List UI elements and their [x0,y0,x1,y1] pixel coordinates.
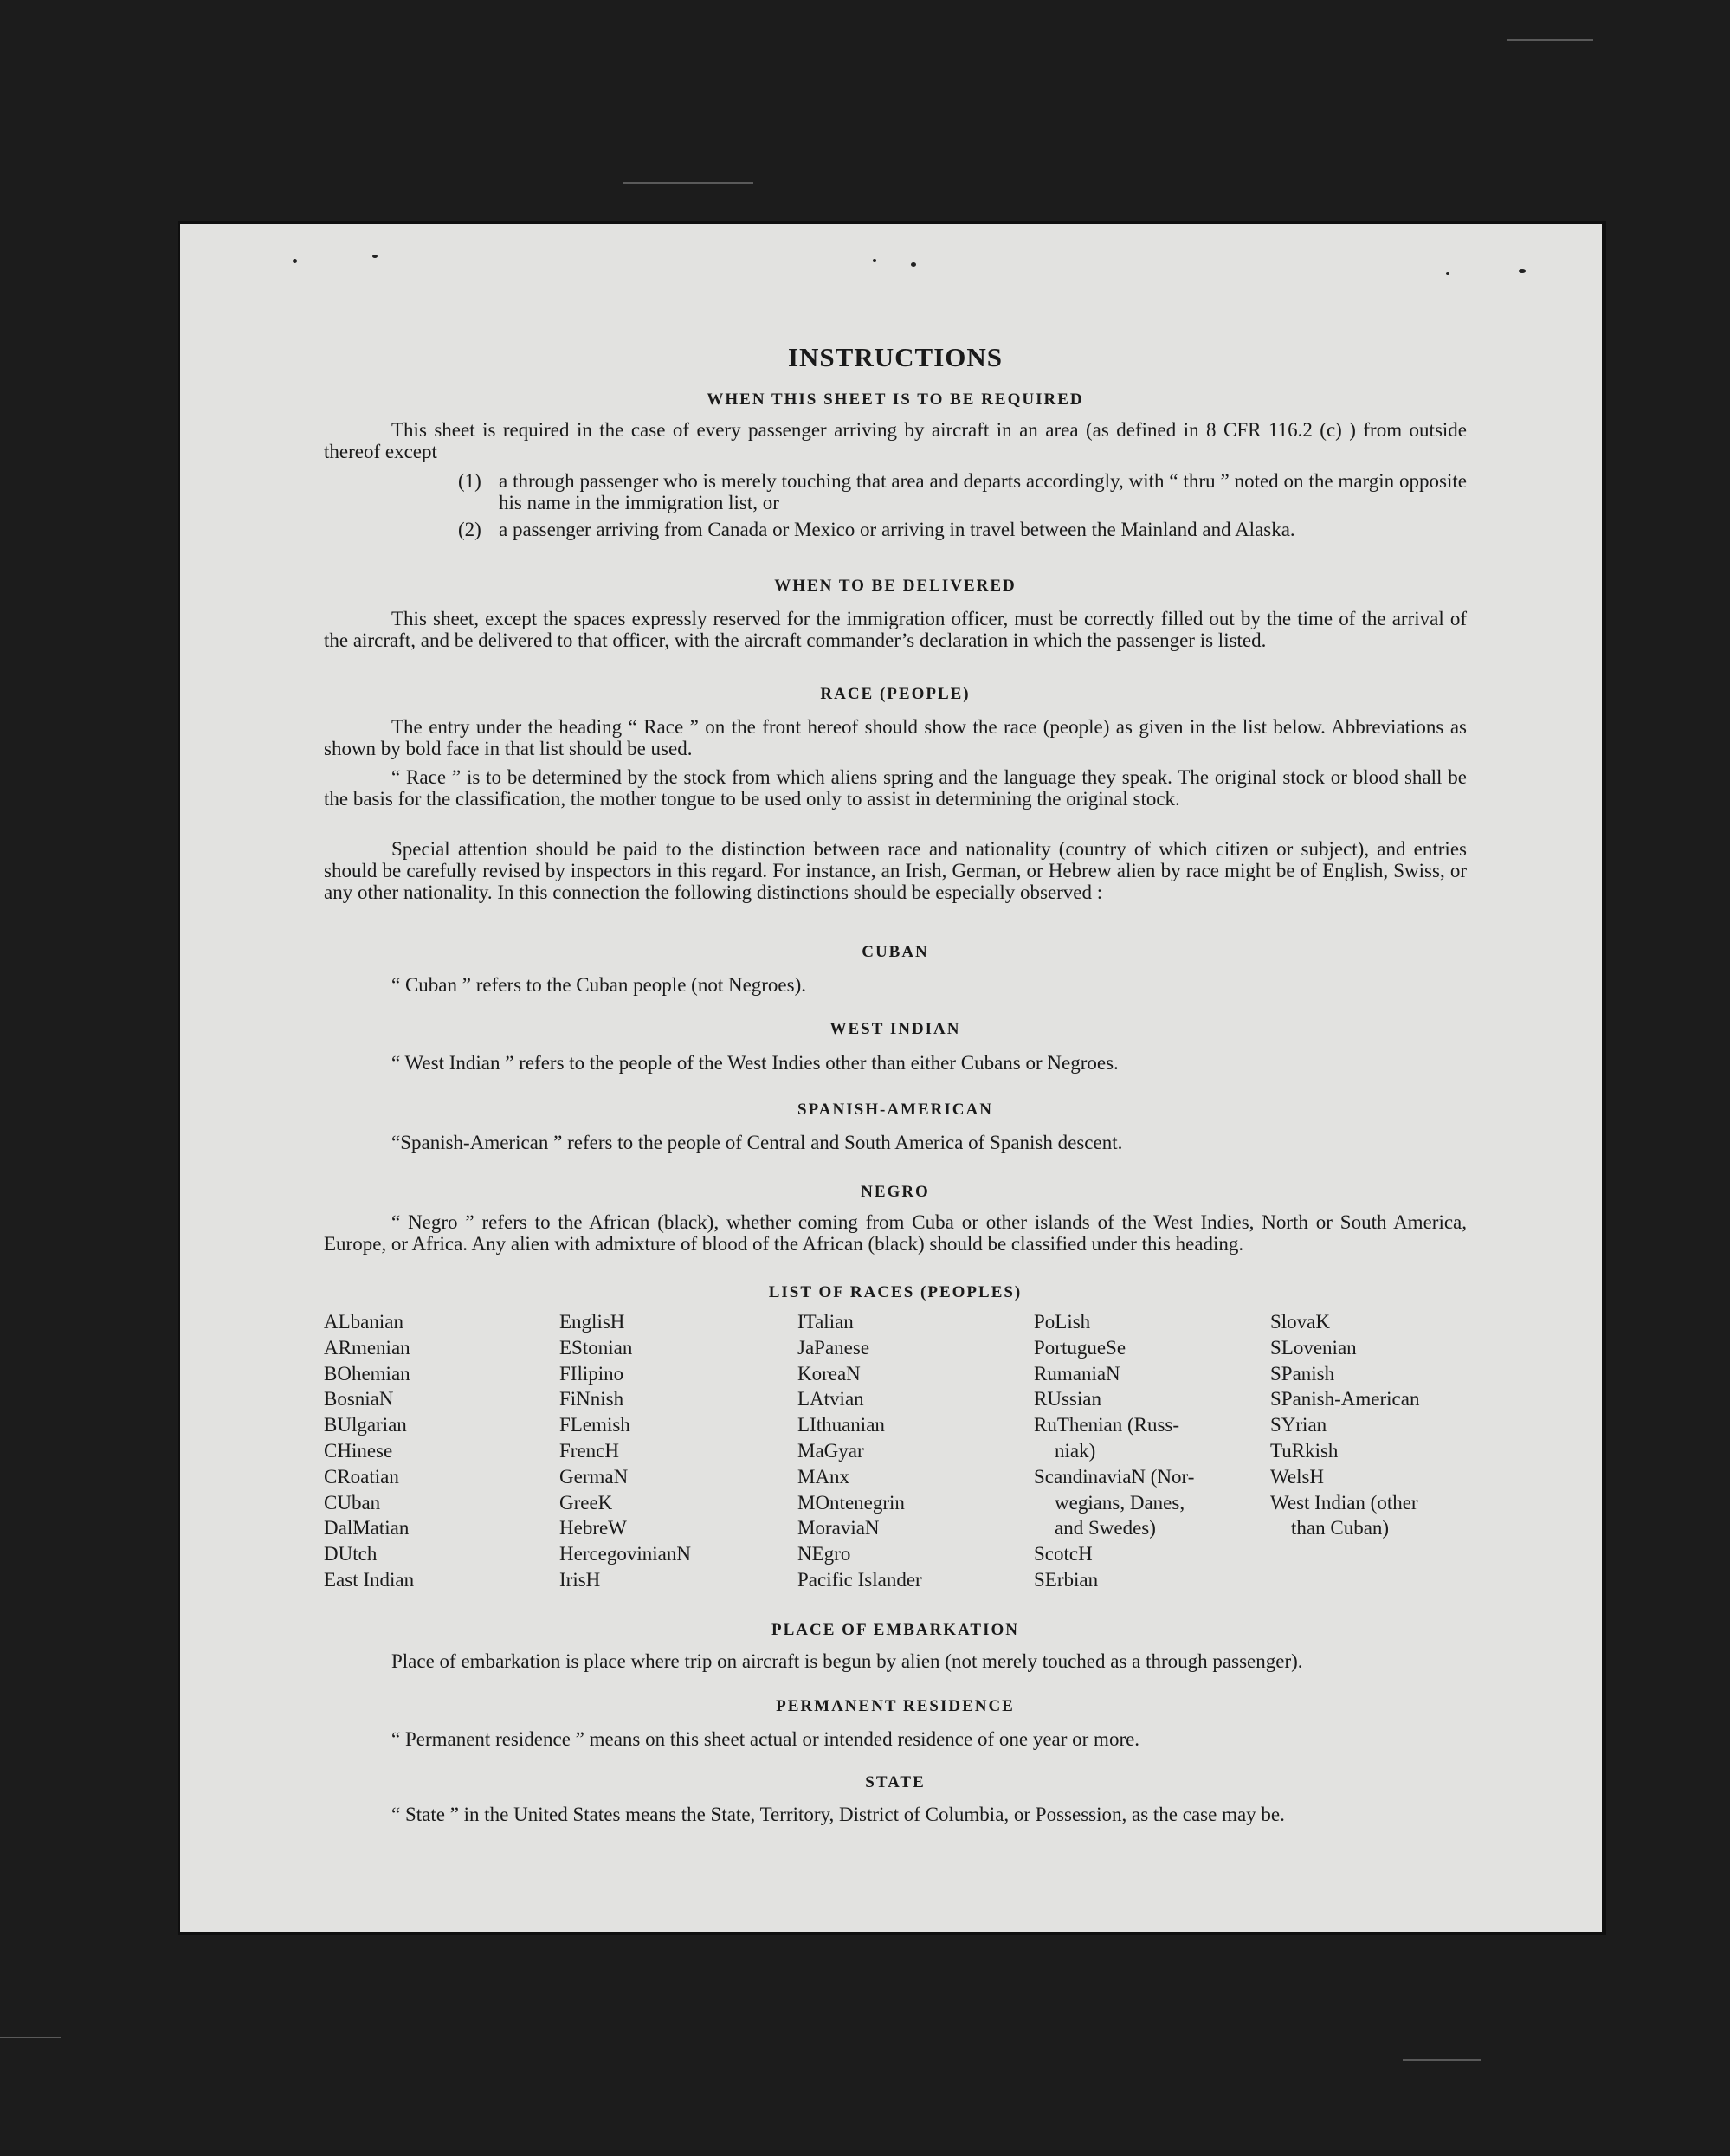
list-item: SErbian [1034,1568,1099,1591]
list-item: EnglisH [559,1311,625,1333]
list-item: GermaN [559,1465,629,1488]
list-item: SYrian [1270,1414,1327,1436]
list-item: East Indian [324,1568,415,1591]
list-item: SLovenian [1270,1336,1357,1359]
list-item: JaPanese [797,1336,870,1359]
races-column-2 [559,1309,793,1593]
races-column-4 [1034,1309,1268,1593]
list-item: MAnx [797,1465,850,1488]
page-title: INSTRUCTIONS [787,342,1003,372]
list-item: DalMatian [324,1517,410,1540]
item-number: (2) [458,519,481,540]
heading-spanish-american: SPANISH-AMERICAN [797,1101,993,1119]
list-item: NEgro [797,1543,851,1565]
dust-speck [1446,272,1449,275]
list-item: and Swedes) [1055,1517,1156,1540]
list-item: ALbanian [324,1311,403,1333]
paragraph-residence: “ Permanent residence ” means on this sheet actual or intended residence of one year or more. [391,1728,1140,1750]
paragraph-spanish-american: “Spanish-American ” refers to the people of Central and South America of Spanish descent. [391,1132,1123,1153]
paragraph-when-delivered: This sheet, except the spaces expressly reserved for the immigration officer, must be correctly filled out by the time of the arrival of the aircraft, and be delivered to that officer, with the aircraft commander’s declaration in which the passenger is listed. [324,608,1467,651]
races-column-1 [324,1309,558,1593]
list-item: SlovaK [1270,1311,1330,1333]
list-item: PoLish [1034,1311,1091,1333]
list-item: LIthuanian [797,1414,885,1436]
list-item: ARmenian [324,1336,410,1359]
heading-state: STATE [865,1773,926,1791]
scan-artifact [0,2037,61,2038]
list-item: CRoatian [324,1465,399,1488]
list-item [458,470,1467,513]
list-item: than Cuban) [1291,1517,1390,1540]
list-item: niak) [1055,1439,1096,1462]
paragraph-race-3: Special attention should be paid to the distinction between race and nationality (country of which citizen or subject), and entries should be carefully revised by inspectors in this regard. For instance, an Irish, German, or Hebrew alien by race might be of English, Swiss, or any other nationality. In this connection the following distinctions should be especially observed : [324,838,1467,903]
list-item: GreeK [559,1491,613,1514]
heading-negro: NEGRO [861,1183,930,1201]
list-item: CUban [324,1491,381,1514]
dust-speck [293,259,297,263]
item-text: a passenger arriving from Canada or Mexico or arriving in travel between the Mainland and Alaska. [499,519,1295,540]
list-item [458,519,1467,540]
list-item: FLemish [559,1414,630,1436]
paragraph-race-1: The entry under the heading “ Race ” on the front hereof should show the race (people) as given in the list below. Abbreviations as shown by bold face in that list should be used. [324,716,1467,759]
list-item: WelsH [1270,1465,1325,1488]
list-item: MoraviaN [797,1517,880,1540]
paragraph-embarkation: Place of embarkation is place where trip on aircraft is begun by alien (not merely touched as a through passenger). [391,1650,1303,1672]
scan-artifact [1403,2059,1481,2061]
races-list [324,1309,1467,1591]
heading-embarkation: PLACE OF EMBARKATION [771,1621,1019,1639]
races-column-3 [797,1309,1031,1593]
list-item: ScandinaviaN (Nor- [1034,1465,1195,1488]
list-item: ITalian [797,1311,854,1333]
list-item: Pacific Islander [797,1568,922,1591]
list-item: ScotcH [1034,1543,1093,1565]
list-item: RuThenian (Russ- [1034,1414,1180,1436]
heading-cuban: CUBAN [862,943,929,961]
heading-when-required: WHEN THIS SHEET IS TO BE REQUIRED [707,391,1084,409]
dust-speck [1519,269,1526,273]
list-item: FIlipino [559,1362,624,1385]
list-item: RumaniaN [1034,1362,1120,1385]
list-item: MOntenegrin [797,1491,905,1514]
dust-speck [372,255,378,258]
list-item: EStonian [559,1336,633,1359]
list-item: FiNnish [559,1388,624,1410]
list-item: BOhemian [324,1362,410,1385]
item-text: a through passenger who is merely touching that area and departs accordingly, with “ thru ” noted on the margin opposite his name in the immigration list, or [499,470,1467,513]
list-item: MaGyar [797,1439,864,1462]
list-item: West Indian (other [1270,1491,1418,1514]
list-item: SPanish [1270,1362,1335,1385]
list-item: BosniaN [324,1388,394,1410]
paragraph-cuban: “ Cuban ” refers to the Cuban people (not Negroes). [391,974,807,996]
list-item: wegians, Danes, [1055,1491,1185,1514]
document-page [180,224,1602,1932]
list-item: RUssian [1034,1388,1101,1410]
list-item: IrisH [559,1568,601,1591]
list-item: HebreW [559,1517,627,1540]
list-item: SPanish-American [1270,1388,1420,1410]
paragraph-state: “ State ” in the United States means the State, Territory, District of Columbia, or Possession, as the case may be. [391,1804,1285,1825]
paragraph-west-indian: “ West Indian ” refers to the people of the West Indies other than either Cubans or Negroes. [391,1052,1119,1074]
races-column-5 [1270,1309,1504,1541]
heading-west-indian: WEST INDIAN [829,1020,961,1038]
list-item: PortugueSe [1034,1336,1126,1359]
list-item: CHinese [324,1439,393,1462]
dust-speck [911,262,916,267]
scan-artifact [623,182,753,184]
heading-race: RACE (PEOPLE) [820,685,971,703]
list-item: FrencH [559,1439,619,1462]
heading-list-of-races: LIST OF RACES (PEOPLES) [768,1283,1023,1301]
heading-residence: PERMANENT RESIDENCE [776,1697,1015,1715]
list-item: DUtch [324,1543,378,1565]
paragraph-race-2: “ Race ” is to be determined by the stock from which aliens spring and the language they speak. The original stock or blood shall be the basis for the classification, the mother tongue to be used only to assist in determining the original stock. [324,766,1467,810]
item-number: (1) [458,470,481,492]
scan-artifact [1507,39,1593,41]
list-item: TuRkish [1270,1439,1339,1462]
list-item: BUlgarian [324,1414,407,1436]
dust-speck [873,259,876,262]
list-item: LAtvian [797,1388,864,1410]
list-item: KoreaN [797,1362,861,1385]
heading-when-delivered: WHEN TO BE DELIVERED [774,577,1017,595]
paragraph-negro: “ Negro ” refers to the African (black), whether coming from Cuba or other islands of the West Indies, North or South America, Europe, or Africa. Any alien with admixture of blood of the African (black) should be classified under this heading. [324,1211,1467,1255]
paragraph-when-required: This sheet is required in the case of every passenger arriving by aircraft in an area (as defined in 8 CFR 116.2 (c) ) from outside thereof except [324,419,1467,462]
list-item: HercegovinianN [559,1543,691,1565]
